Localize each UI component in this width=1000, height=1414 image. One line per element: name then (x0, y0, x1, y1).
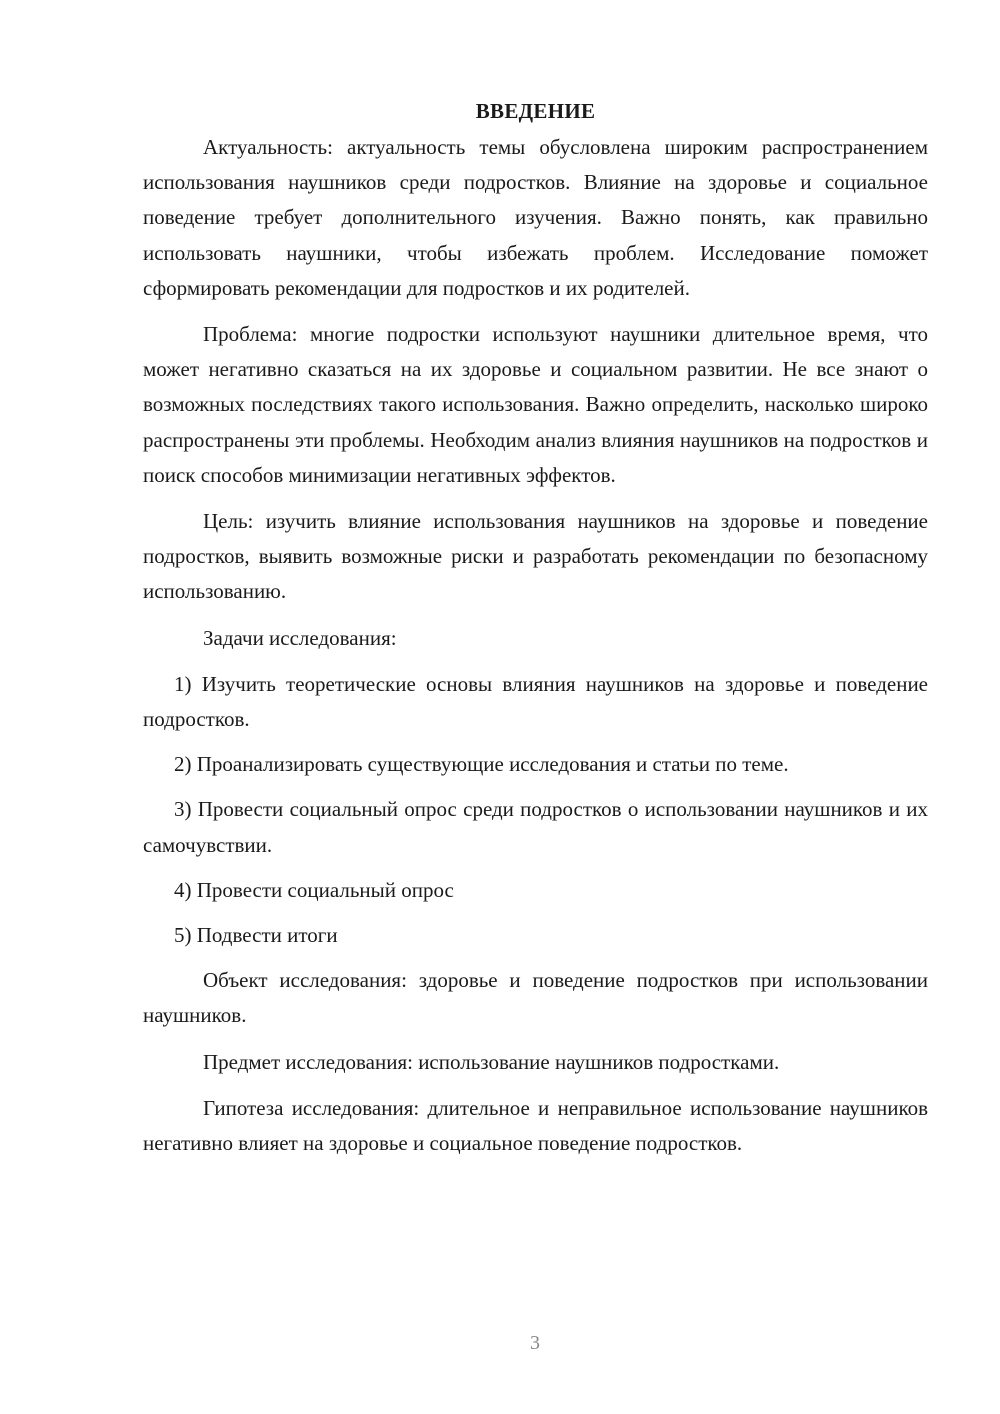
task-item-3: 3) Провести социальный опрос среди подростков о использовании наушников и их самочувствии. (143, 797, 928, 857)
tasks-heading: Задачи исследования: (203, 625, 397, 650)
section-title: ВВЕДЕНИЕ (475, 99, 596, 123)
paragraph-problem: Проблема: многие подростки используют наушники длительное время, что может негативно сказаться на их здоровье и социальном развитии. Не все знают о возможных последствиях такого использования. Важно определить, насколько широко распространены эти проблемы. Необходим анализ влияния наушников на подростков и поиск способов минимизации негативных эффектов. (143, 322, 928, 487)
document-page (143, 96, 928, 1172)
task-item-2: 2) Проанализировать существующие исследования и статьи по теме. (174, 752, 789, 777)
task-item-4: 4) Провести социальный опрос (174, 877, 454, 902)
task-item-1: 1) Изучить теоретические основы влияния наушников на здоровье и поведение подростков. (143, 671, 928, 732)
paragraph-object: Объект исследования: здоровье и поведение подростков при использовании наушников. (143, 968, 928, 1028)
paragraph-subject: Предмет исследования: использование наушников подростками. (203, 1049, 780, 1074)
paragraph-goal: Цель: изучить влияние использования наушников на здоровье и поведение подростков, выявить возможные риски и разработать рекомендации по безопасному использованию. (143, 509, 928, 604)
task-item-5: 5) Подвести итоги (174, 923, 338, 948)
paragraph-relevance: Актуальность: актуальность темы обусловлена широким распространением использования наушников среди подростков. Влияние на здоровье и социальное поведение требует дополнительного изучения. Важно понять, как правильно использовать наушники, чтобы избежать проблем. Исследование поможет сформировать рекомендации для подростков и их родителей. (143, 135, 928, 300)
paragraph-hypothesis: Гипотеза исследования: длительное и неправильное использование наушников негативно влияет на здоровье и социальное поведение подростков. (143, 1095, 928, 1156)
page-number: 3 (530, 1332, 540, 1354)
